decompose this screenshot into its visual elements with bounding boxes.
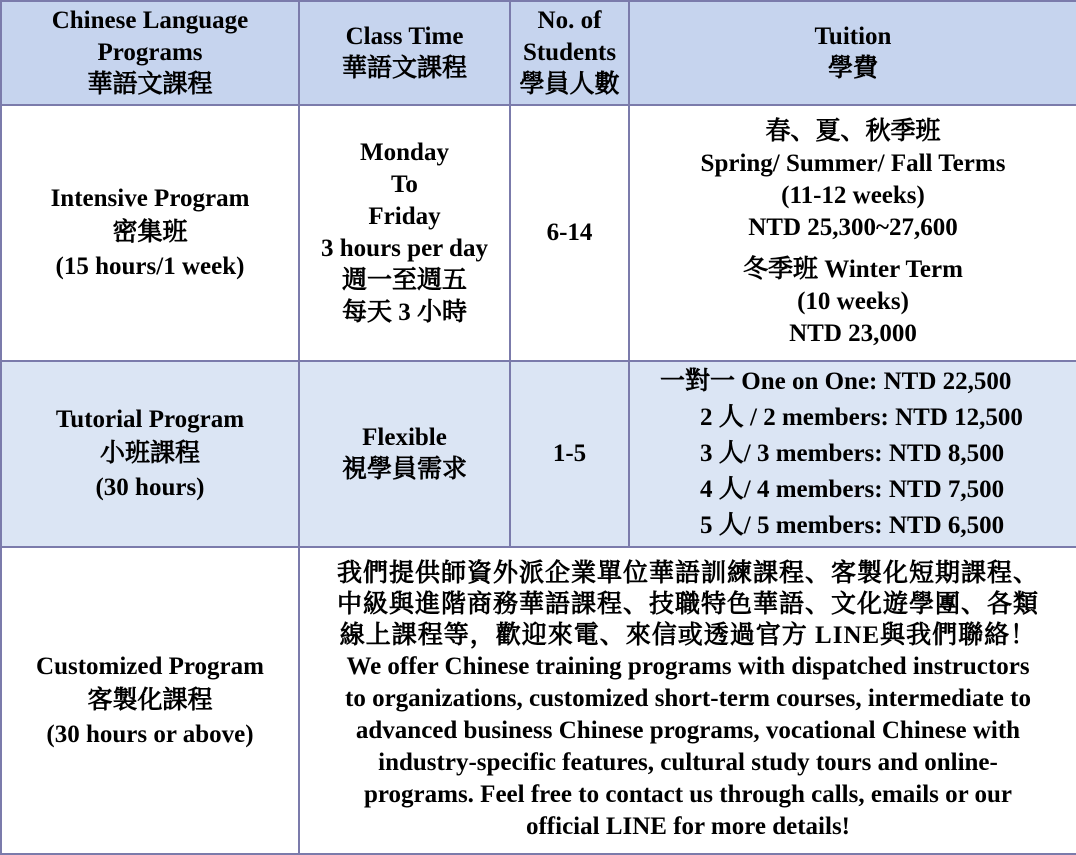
tutorial-program-name: Tutorial Program 小班課程 (30 hours) [1, 361, 299, 547]
header-tuition: Tuition 學費 [629, 1, 1076, 105]
intensive-class-time: Monday To Friday 3 hours per day 週一至週五 每天 3 小時 [299, 105, 510, 361]
header-class-time: Class Time 華語文課程 [299, 1, 510, 105]
header-students: No. of Students 學員人數 [510, 1, 629, 105]
intensive-program-name: Intensive Program 密集班 (15 hours/1 week) [1, 105, 299, 361]
tutorial-row [1, 361, 1076, 547]
tutorial-tuition: 一對一 One on One: NTD 22,500 2 人 / 2 members: NTD 12,500 3 人/ 3 members: NTD 8,500 4 人/ 4 members: NTD 7,500 5 人/ 5 members: NTD 6,500 [629, 361, 1076, 547]
header-row [1, 1, 1076, 105]
tutorial-class-time: Flexible 視學員需求 [299, 361, 510, 547]
tuition-spacer [634, 244, 1072, 254]
customized-program-name: Customized Program 客製化課程 (30 hours or above) [1, 547, 299, 854]
intensive-students: 6-14 [510, 105, 629, 361]
tutorial-students: 1-5 [510, 361, 629, 547]
customized-description: 我們提供師資外派企業單位華語訓練課程、客製化短期課程、 中級與進階商務華語課程、技職特色華語、文化遊學團、各類 線上課程等，歡迎來電、來信或透過官方 LINE與我們聯絡！ We offer Chinese training programs with dispatched instructors to organizations, customized short-term courses, intermediate to advanced business Chinese programs, vocational Chinese with industry-specific features, cultural study tours and online- programs. Feel free to contact us through calls, emails or our official LINE for more details! [299, 547, 1076, 854]
intensive-row [1, 105, 1076, 361]
header-programs: Chinese Language Programs 華語文課程 [1, 1, 299, 105]
intensive-tuition: 春、夏、秋季班 Spring/ Summer/ Fall Terms (11-12 weeks) NTD 25,300~27,600 冬季班 Winter Term (10 weeks) NTD 23,000 [629, 105, 1076, 361]
customized-row [1, 547, 1076, 854]
